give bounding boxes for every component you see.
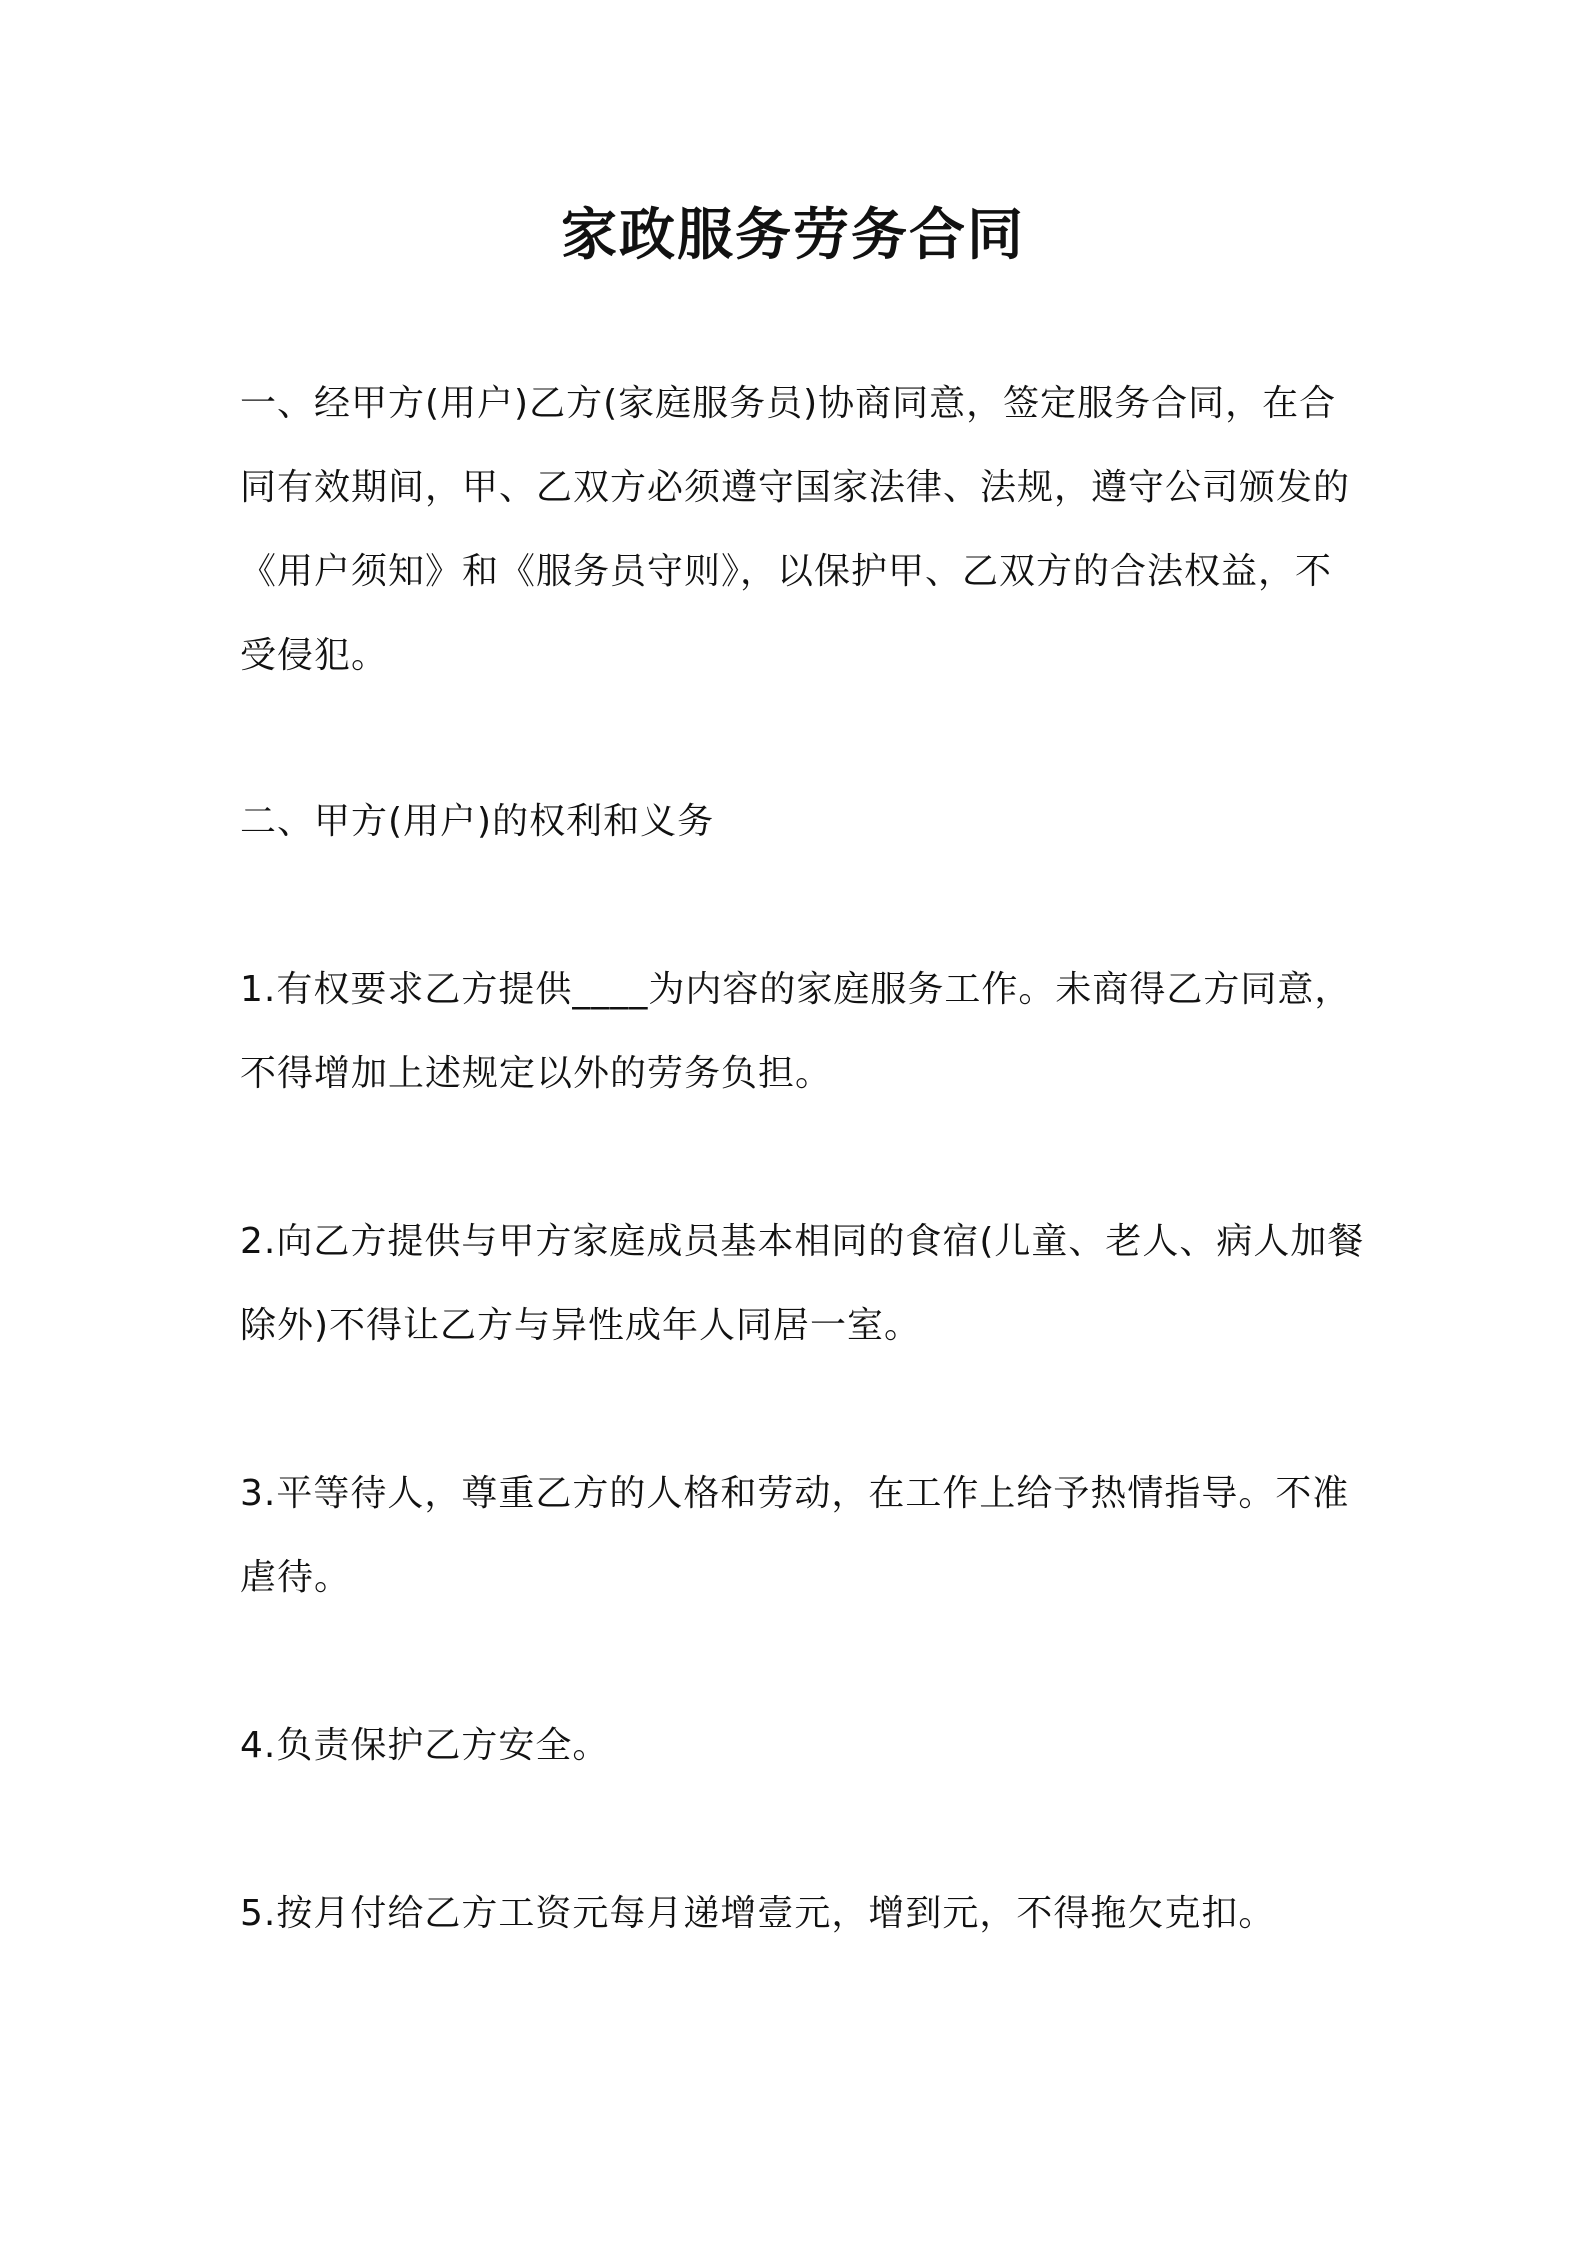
- list-item-1: [240, 948, 1350, 1116]
- text-line: 《用户须知》和《服务员守则》，以保护甲、乙双方的合法权益，不: [240, 551, 1333, 592]
- list-item-4: [240, 1704, 1350, 1788]
- section-heading-clause-2: [240, 780, 1350, 864]
- text-line: 3.平等待人，尊重乙方的人格和劳动，在工作上给予热情指导。不准: [240, 1473, 1350, 1514]
- paragraph-clause-1: [240, 362, 1350, 698]
- document-title: 家政服务劳务合同: [561, 203, 1025, 268]
- text-line: 受侵犯。: [240, 635, 389, 676]
- text-line: 不得增加上述规定以外的劳务负担。: [240, 1053, 833, 1094]
- list-item-2: [240, 1200, 1365, 1368]
- text-line: 同有效期间，甲、乙双方必须遵守国家法律、法规，遵守公司颁发的: [240, 467, 1351, 508]
- text-line: 2.向乙方提供与甲方家庭成员基本相同的食宿(儿童、老人、病人加餐: [240, 1221, 1365, 1262]
- text-line: 4.负责保护乙方安全。: [240, 1725, 610, 1766]
- list-item-5: [240, 1872, 1350, 1956]
- text-line: 虐待。: [240, 1557, 352, 1598]
- text-line: 二、甲方(用户)的权利和义务: [240, 801, 715, 842]
- text-line: 除外)不得让乙方与异性成年人同居一室。: [240, 1305, 922, 1346]
- text-line: 5.按月付给乙方工资元每月递增壹元，增到元，不得拖欠克扣。: [240, 1893, 1276, 1934]
- list-item-3: [240, 1452, 1350, 1620]
- text-line: 一、经甲方(用户)乙方(家庭服务员)协商同意，签定服务合同，在合: [240, 383, 1337, 424]
- text-line: 1.有权要求乙方提供____为内容的家庭服务工作。未商得乙方同意，: [240, 969, 1352, 1010]
